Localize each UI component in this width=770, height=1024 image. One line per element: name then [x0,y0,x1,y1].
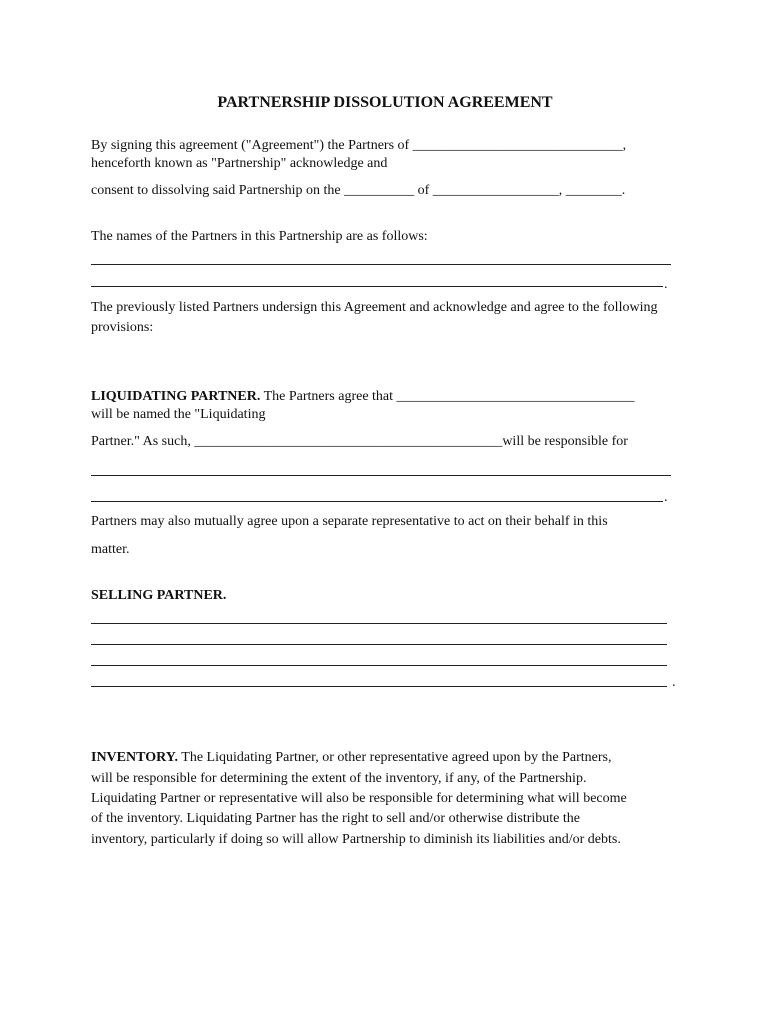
liquidating-partner-line-3: Partner." As such, ____________________________________________will be responsible for [91,434,628,449]
inventory-line-1-text: The Liquidating Partner, or other representative agreed upon by the Partners, [178,750,612,765]
representative-line: Partners may also mutually agree upon a separate representative to act on their behalf in this [91,514,608,529]
liquidating-partner-line-1-text: The Partners agree that __________________________________ [260,389,635,404]
inventory-line-5: inventory, particularly if doing so will allow Partnership to diminish its liabilities and/or debts. [91,832,621,847]
provisions-paragraph: The previously listed Partners undersign this Agreement and acknowledge and agree to the following provisions: [91,300,658,335]
liquidating-partner-blank-line-1 [91,475,671,476]
liquidating-partner-heading: LIQUIDATING PARTNER. [91,389,261,404]
selling-partner-blank-line-1 [91,623,667,624]
representative-line-end: matter. [91,542,130,557]
intro-line-3: consent to dissolving said Partnership on the __________ of __________________, ________. [91,183,626,198]
inventory-heading: INVENTORY. [91,750,179,765]
inventory-line-4: of the inventory. Liquidating Partner has the right to sell and/or otherwise distribute the [91,811,580,826]
document-title: PARTNERSHIP DISSOLUTION AGREEMENT [217,94,553,111]
selling-partner-blank-line-3 [91,665,667,666]
selling-partner-heading: SELLING PARTNER. [91,588,227,603]
selling-partner-period: . [672,675,676,690]
liquidating-partner-line-1 [91,388,635,406]
inventory-line-3: Liquidating Partner or representative will also be responsible for determining what will become [91,791,627,806]
partners-names-label: The names of the Partners in this Partnership are as follows: [91,229,428,244]
partners-names-blank-line-2 [91,286,663,287]
inventory-line-1 [91,749,611,767]
liquidating-partner-blank-line-2 [91,501,663,502]
partners-names-blank-line-1 [91,264,671,265]
selling-partner-blank-line-4 [91,686,667,687]
selling-partner-blank-line-2 [91,644,667,645]
inventory-line-2: will be responsible for determining the extent of the inventory, if any, of the Partnership. [91,771,587,786]
liquidating-partner-line-2: will be named the "Liquidating [91,407,266,422]
intro-line-2: henceforth known as "Partnership" acknowledge and [91,156,388,171]
liquidating-partner-period: . [664,490,668,505]
partners-names-period: . [664,277,668,292]
intro-line-1: By signing this agreement ("Agreement") the Partners of ______________________________, [91,138,627,153]
